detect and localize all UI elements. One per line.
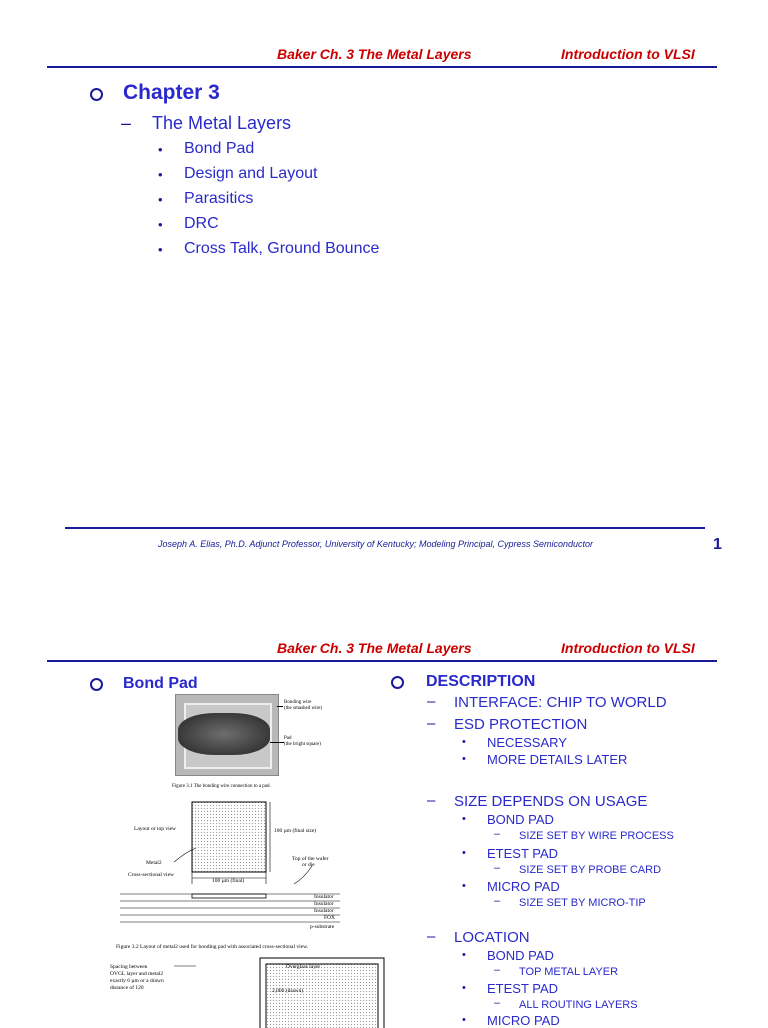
bullet-icon: •	[158, 167, 163, 182]
wafer-label: Top of the wafer	[292, 856, 329, 862]
list-item: BOND PAD	[487, 812, 554, 827]
circle-bullet-icon	[391, 676, 404, 689]
list-item: ESD PROTECTION	[454, 716, 588, 733]
bullet-icon: •	[158, 142, 163, 157]
fig1-label: Pad	[284, 736, 292, 741]
slide2-header-right: Introduction to VLSI	[561, 640, 695, 656]
layout-view-label: Layout or top view	[134, 826, 177, 832]
list-item: SIZE SET BY MICRO-TIP	[519, 897, 646, 909]
fig1-label: (the bright square)	[284, 742, 321, 747]
bullet-icon: •	[462, 753, 466, 765]
fig2-caption: Figure 3.2 Layout of metal2 used for bonding pad with associated cross-sectional view.	[116, 944, 309, 950]
slide1-header-left: Baker Ch. 3 The Metal Layers	[277, 46, 472, 62]
dash-icon: –	[427, 792, 436, 809]
size-label: 100 µm (final size)	[274, 828, 317, 834]
list-item: SIZE DEPENDS ON USAGE	[454, 793, 648, 810]
bullet-icon: •	[158, 217, 163, 232]
bullet-icon: •	[462, 847, 466, 859]
list-item: TOP METAL LAYER	[519, 966, 619, 978]
list-item: LOCATION	[454, 929, 530, 946]
slide1-header-rule	[47, 66, 717, 68]
dash-icon: –	[494, 964, 501, 976]
spacing-label: distance of 120	[110, 985, 144, 991]
metal2-label: Metal2	[146, 860, 162, 866]
circle-bullet-icon	[90, 88, 103, 101]
list-item: DRC	[184, 215, 219, 232]
slide2-right-title: DESCRIPTION	[426, 673, 536, 690]
overglass-label: Overglass layer	[286, 964, 321, 970]
dash-icon: –	[494, 862, 501, 874]
bullet-icon: •	[462, 813, 466, 825]
list-item: SIZE SET BY WIRE PROCESS	[519, 830, 674, 842]
width-label: 100 µm (final)	[212, 878, 245, 884]
drawn-label: 2,000 (drawn)	[272, 988, 304, 994]
slide1-header-right: Introduction to VLSI	[561, 46, 695, 62]
layer-label: Insulator	[314, 901, 334, 907]
dash-icon: –	[427, 693, 436, 710]
list-item: MICRO PAD	[487, 879, 560, 894]
bullet-icon: •	[462, 880, 466, 892]
cross-section-label: Cross-sectional view	[128, 872, 174, 878]
spacing-label: Spacing between	[110, 964, 148, 970]
bullet-icon: •	[462, 949, 466, 961]
slide1-dash: –	[121, 113, 132, 133]
fig1-label: (the smashed wire)	[284, 706, 323, 711]
bullet-icon: •	[462, 982, 466, 994]
list-item: MORE DETAILS LATER	[487, 752, 628, 767]
list-item: Design and Layout	[184, 165, 318, 182]
slide1-footer-rule	[65, 527, 705, 529]
bullet-icon: •	[158, 192, 163, 207]
slide1-title: Chapter 3	[123, 81, 220, 104]
slide1-subtitle: The Metal Layers	[152, 113, 292, 133]
list-item: Cross Talk, Ground Bounce	[184, 240, 380, 257]
layer-label: Insulator	[314, 894, 334, 900]
slide2-header-rule	[47, 660, 717, 662]
bond-pad-layout-figure	[116, 798, 340, 940]
bullet-icon: •	[462, 736, 466, 748]
dash-icon: –	[494, 997, 501, 1009]
list-item: ETEST PAD	[487, 846, 559, 861]
wafer-label: or die	[302, 862, 315, 868]
fig1-leader-line	[277, 706, 283, 707]
dash-icon: –	[427, 715, 436, 732]
list-item: MICRO PAD	[487, 1013, 560, 1028]
dash-icon: –	[494, 828, 501, 840]
list-item: NECESSARY	[487, 735, 567, 750]
layer-label: p-substrate	[310, 924, 335, 930]
slide2-header-left: Baker Ch. 3 The Metal Layers	[277, 640, 472, 656]
bond-pad-photo	[175, 694, 279, 776]
layout-drawing	[116, 798, 340, 940]
overglass-figure	[110, 954, 344, 1024]
list-item: ALL ROUTING LAYERS	[519, 999, 638, 1011]
bullet-icon: •	[158, 242, 163, 257]
layer-label: Insulator	[314, 908, 334, 914]
spacing-label: exactly 6 µm or a drawn	[110, 978, 164, 984]
dash-icon: –	[427, 928, 436, 945]
dash-icon: –	[494, 895, 501, 907]
layer-label: FOX	[324, 915, 336, 921]
list-item: Bond Pad	[184, 140, 255, 157]
spacing-label: OVGL layer and metal2	[110, 971, 164, 977]
page-number: 1	[713, 536, 722, 553]
list-item: SIZE SET BY PROBE CARD	[519, 864, 662, 876]
slide2-left-title: Bond Pad	[123, 675, 198, 692]
list-item: ETEST PAD	[487, 981, 559, 996]
slide1-footer: Joseph A. Elias, Ph.D. Adjunct Professor, University of Kentucky; Modeling Principal, Cypress Semiconductor	[158, 539, 594, 549]
circle-bullet-icon	[90, 678, 103, 691]
bullet-icon: •	[462, 1014, 466, 1026]
fig1-label: Bonding wire	[284, 700, 312, 705]
list-item: Parasitics	[184, 190, 254, 207]
fig1-leader-line	[270, 742, 284, 743]
list-item: BOND PAD	[487, 948, 554, 963]
list-item: INTERFACE: CHIP TO WORLD	[454, 694, 667, 711]
fig1-caption: Figure 3.1 The bonding wire connection to a pad.	[172, 784, 271, 789]
